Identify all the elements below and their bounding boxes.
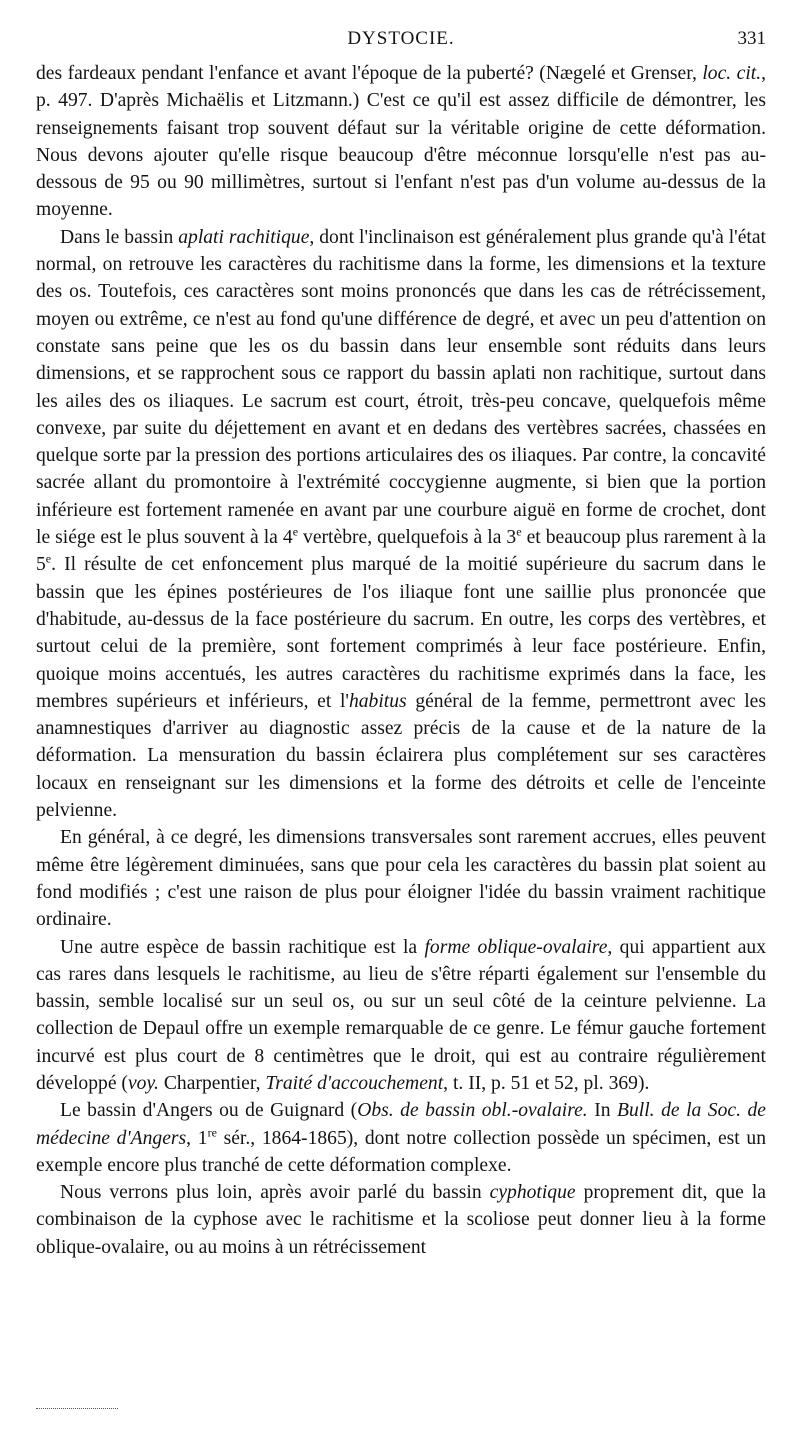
italic-text: forme oblique-ovalaire xyxy=(424,936,608,958)
text-run: Le bassin d'Angers ou de Guignard ( xyxy=(60,1100,358,1122)
paragraph xyxy=(36,934,766,1098)
text-run: vertèbre, quelquefois à la 3 xyxy=(298,527,517,549)
footer-dotted-rule xyxy=(36,1408,118,1409)
paragraph xyxy=(36,224,766,825)
page-number: 331 xyxy=(737,28,766,49)
text-run: , dont l'inclinaison est généralement plus grande qu'à l'état normal, on retrouve les caractères du rachitisme dans la forme, les dimensions et la texture des os. Toutefois, ces caractères sont moins prononcés que dans les cas de rétrécissement, moyen ou extrême, ce n'est au fond qu'une différence de degré, et avec un peu d'attention on constate sans peine que les os du bassin dans leur ensemble sont réduits dans leurs dimensions, et se rapprochent sous ce rapport du bassin aplati non rachitique, surtout dans les ailes des os iliaques. Le sacrum est court, étroit, très-peu concave, quelquefois même convexe, par suite du déjettement en avant et en dedans des vertèbres sacrées, chassées en quelque sorte par la pression des portions articulaires des os iliaques. Par contre, la concavité sacrée allant du promontoire à l'extrémité coccygienne augmente, si bien que la portion inférieure est fortement ramenée en avant par une courbure aiguë en forme de crochet, dont le siége est le plus souvent à la 4 xyxy=(36,226,766,549)
italic-text: aplati rachitique xyxy=(178,226,310,248)
italic-text: voy. xyxy=(127,1072,159,1094)
text-run: , qui appartient aux cas rares dans lesquels le rachitisme, au lieu de s'être réparti également sur l'ensemble du bassin, semble localisé sur un seul os, ou sur un seul côté de la ceinture pelvienne. La collection de Depaul offre un exemple remarquable de ce genre. Le fémur gauche fortement incurvé est plus court de 8 centimètres que le droit, qui est au contraire régulièrement développé ( xyxy=(36,936,766,1094)
italic-text: Bull. de la Soc. de médecine d'Angers xyxy=(36,1100,766,1149)
text-run: général de la femme, permettront avec les anamnestiques d'arriver au diagnostic assez précis de la cause et de la nature de la déformation. La mensuration du bassin éclairera plus complétement sur ses caractères locaux en renseignant sur les dimensions et la forme des détroits et celle de l'enceinte pelvienne. xyxy=(36,690,766,822)
body-text xyxy=(36,60,766,1261)
text-run: Charpentier, xyxy=(158,1072,266,1094)
text-run: Nous verrons plus loin, après avoir parlé du bassin xyxy=(60,1182,490,1204)
superscript: e xyxy=(516,524,522,539)
paragraph xyxy=(36,60,766,224)
italic-text: habitus xyxy=(348,690,407,712)
italic-text: cyphotique xyxy=(489,1182,576,1204)
text-run: , t. II, p. 51 et 52, pl. 369). xyxy=(443,1072,650,1094)
italic-text: Obs. de bassin obl.-ovalaire. xyxy=(357,1100,588,1122)
italic-text: loc. cit. xyxy=(702,63,762,84)
running-title: DYSTOCIE. xyxy=(347,28,455,49)
text-run: et beaucoup plus rarement à la 5 xyxy=(36,527,766,576)
paragraph xyxy=(36,1179,766,1261)
page-header xyxy=(36,28,766,58)
paragraph xyxy=(36,1097,766,1179)
text-run: des fardeaux pendant l'enfance et avant l'époque de la puberté? (Nægelé et Grenser, xyxy=(36,63,703,84)
superscript: re xyxy=(207,1125,217,1140)
superscript: e xyxy=(292,524,299,539)
text-run: Dans le bassin xyxy=(60,226,179,248)
superscript: e xyxy=(45,551,52,566)
paragraph xyxy=(36,824,766,933)
text-run: . Il résulte de cet enfoncement plus marqué de la moitié supérieure du sacrum dans le bassin que les épines postérieures de l'os iliaque font une saillie plus prononcée que d'habitude, au-dessus de la face postérieure du sacrum. En outre, les corps des vertèbres, et surtout celui de la première, sont fortement comprimés à leur face postérieure. Enfin, quoique moins accentués, les autres caractères du rachitisme exprimés dans la face, les membres supérieurs et inférieurs, et l' xyxy=(36,554,766,712)
text-run: , p. 497. D'après Michaëlis et Litzmann.) C'est ce qu'il est assez difficile de démontrer, les renseignements faisant trop souvent défaut sur la véritable origine de cette déformation. Nous devons ajouter qu'elle risque beaucoup d'être méconnue lorsqu'elle n'est pas au-dessous de 95 ou 90 millimètres, surtout si l'enfant n'est pas d'un volume au-dessus de la moyenne. xyxy=(36,63,767,221)
text-run: , 1 xyxy=(186,1127,208,1149)
italic-text: Traité d'accouchement xyxy=(265,1072,444,1094)
text-run: Une autre espèce de bassin rachitique est la xyxy=(60,936,425,958)
text-run: En général, à ce degré, les dimensions transversales sont rarement accrues, elles peuvent même être légèrement diminuées, sans que pour cela les caractères du bassin plat soient au fond modifiés ; c'est une raison de plus pour éloigner l'idée du bassin vraiment rachitique ordinaire. xyxy=(36,827,766,931)
text-run: In xyxy=(587,1100,618,1122)
text-run: proprement dit, que la combinaison de la cyphose avec le rachitisme et la scoliose peut donner lieu à la forme oblique-ovalaire, ou au moins à un rétrécissement xyxy=(36,1182,766,1258)
text-run: sér., 1864-1865), dont notre collection possède un spécimen, est un exemple encore plus tranché de cette déformation complexe. xyxy=(36,1127,766,1176)
